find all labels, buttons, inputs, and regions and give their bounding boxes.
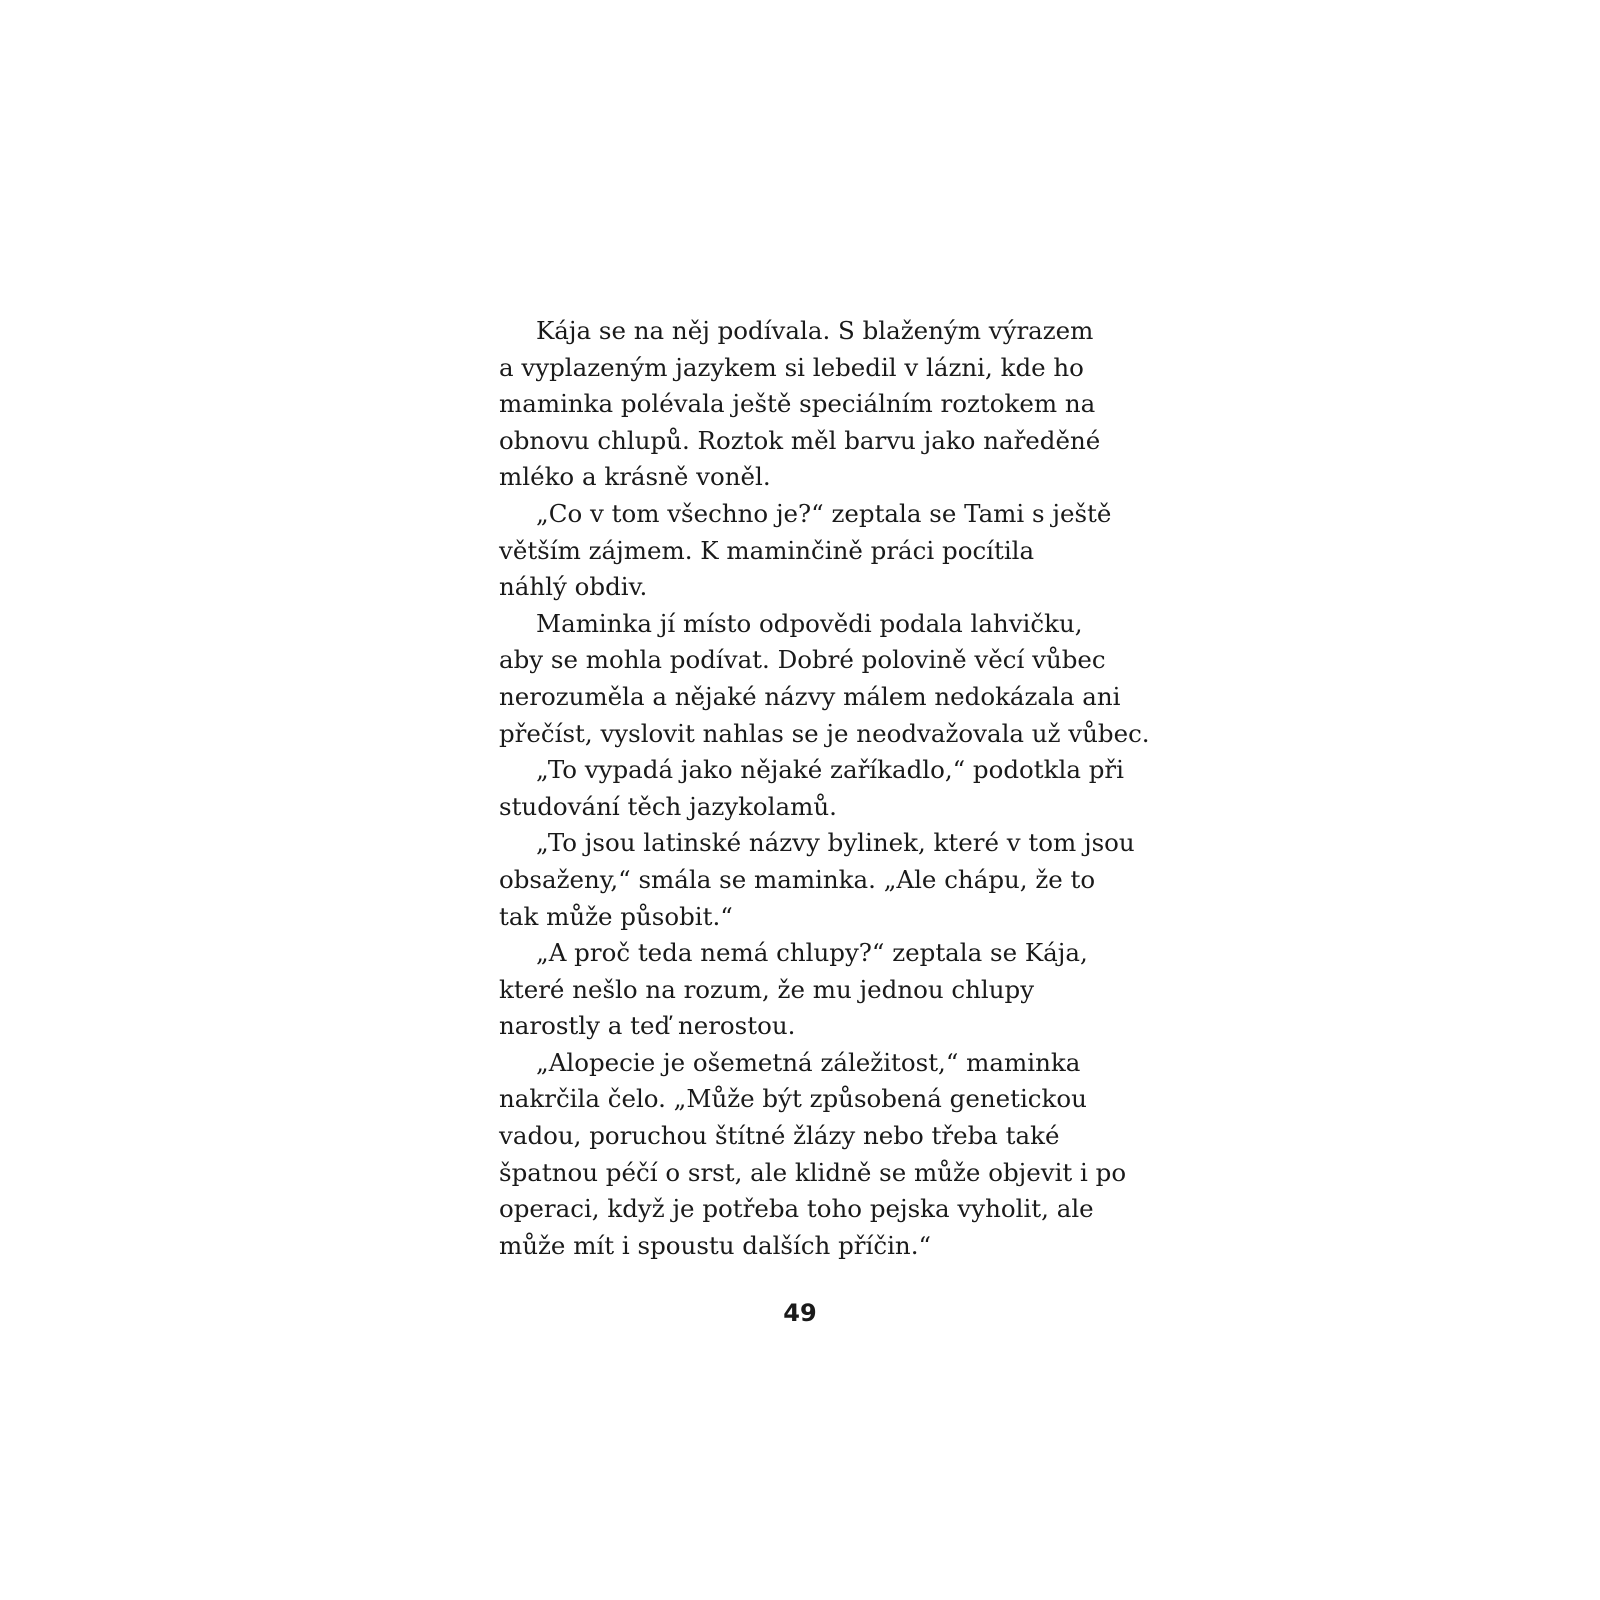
text-line: a vyplazeným jazykem si lebedil v lázni, kde ho (499, 352, 1084, 382)
page-number: 49 (783, 1299, 817, 1327)
text-line: narostly a teď nerostou. (499, 1011, 796, 1041)
text-line: obsaženy,“ smála se maminka. „Ale chápu, že to (499, 864, 1096, 894)
text-line: „To vypadá jako nějaké zaříkadlo,“ podotkla při (536, 755, 1124, 785)
text-line: operaci, když je potřeba toho pejska vyholit, ale (499, 1194, 1094, 1224)
text-line: přečíst, vyslovit nahlas se je neodvažovala už vůbec. (499, 718, 1150, 748)
text-line: studování těch jazykolamů. (499, 791, 837, 821)
text-line: „Alopecie je ošemetná záležitost,“ maminka (536, 1047, 1081, 1077)
text-line: „A proč teda nemá chlupy?“ zeptala se Kája, (536, 938, 1088, 968)
text-line: aby se mohla podívat. Dobré polovině věcí vůbec (499, 645, 1106, 675)
text-line: větším zájmem. K maminčině práci pocítila (499, 535, 1035, 565)
text-line: mléko a krásně voněl. (499, 462, 771, 492)
text-line: náhlý obdiv. (499, 572, 648, 602)
text-line: Kája se na něj podívala. S blaženým výrazem (536, 316, 1094, 345)
text-line: maminka polévala ještě speciálním roztokem na (499, 389, 1096, 419)
text-line: nerozuměla a nějaké názvy málem nedokázala ani (499, 681, 1121, 711)
text-line: které nešlo na rozum, že mu jednou chlupy (499, 974, 1035, 1004)
text-line: Maminka jí místo odpovědi podala lahvičku, (536, 608, 1083, 638)
text-line: špatnou péčí o srst, ale klidně se může objevit i po (499, 1157, 1127, 1187)
text-line: „Co v tom všechno je?“ zeptala se Tami s ještě (536, 498, 1112, 528)
body-text (499, 313, 1150, 1264)
text-line: tak může působit.“ (499, 901, 733, 931)
text-line: vadou, poruchou štítné žlázy nebo třeba také (499, 1121, 1060, 1151)
text-line: může mít i spoustu dalších příčin.“ (499, 1230, 932, 1260)
text-line: „To jsou latinské názvy bylinek, které v tom jsou (536, 828, 1135, 858)
text-line: obnovu chlupů. Roztok měl barvu jako naředěné (499, 425, 1101, 455)
text-line: nakrčila čelo. „Může být způsobená genetickou (499, 1084, 1087, 1114)
